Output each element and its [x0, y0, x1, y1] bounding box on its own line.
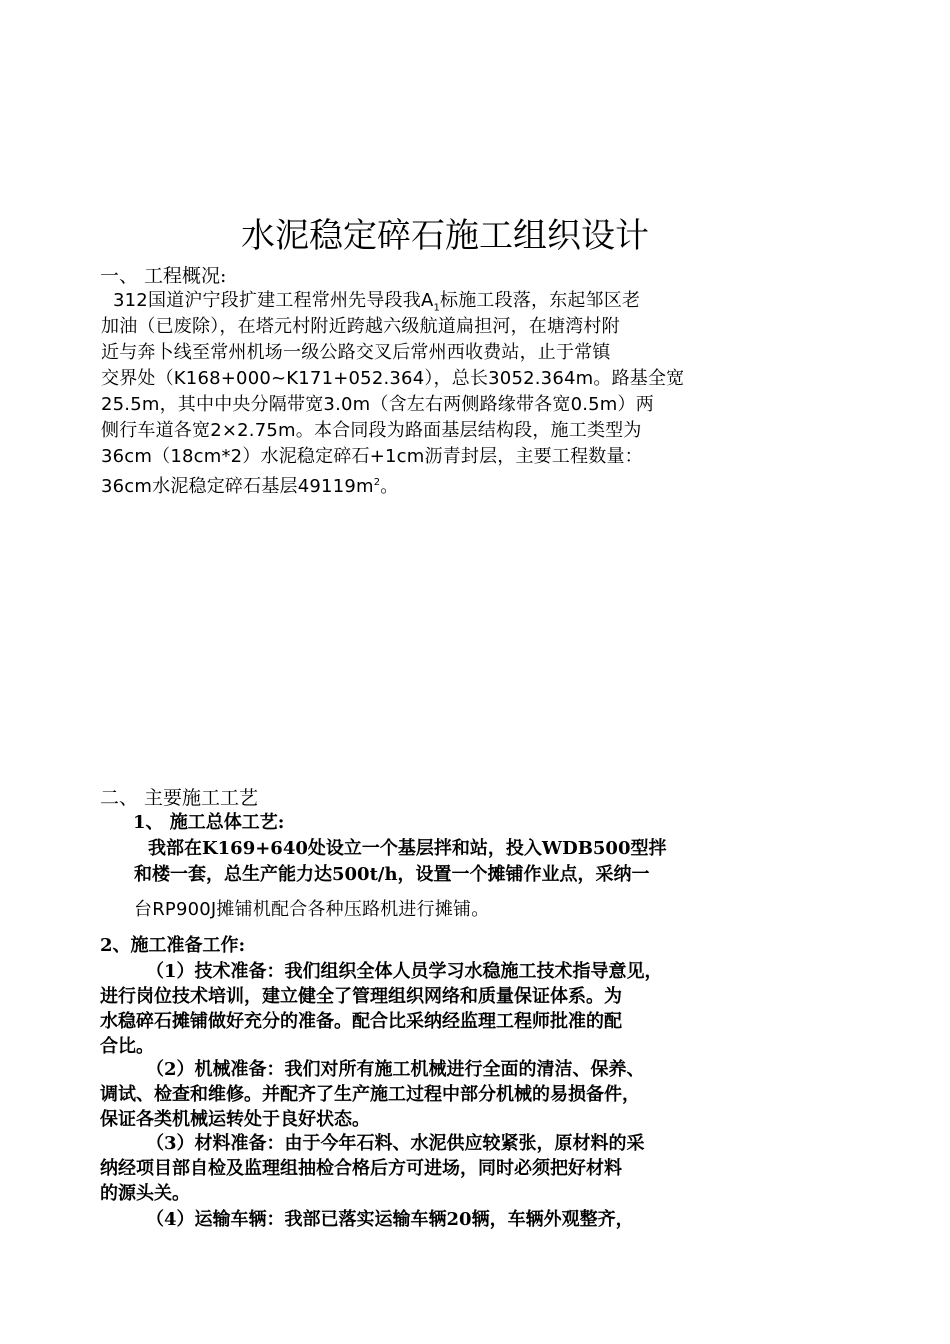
section1-line-6: 侧行车道各宽2×2.75m。本合同段为路面基层结构段，施工类型为: [101, 420, 642, 441]
superscript-2: 2: [373, 477, 381, 488]
sub2-line-8: （3）材料准备：由于今年石料、水泥供应较紧张，原材料的采: [146, 1133, 645, 1154]
sub2-line-5: （2）机械准备：我们对所有施工机械进行全面的清洁、保养、: [146, 1059, 645, 1080]
section1-line-5: 25.5m，其中中央分隔带宽3.0m（含左右两侧路缘带各宽0.5m）两: [101, 394, 654, 415]
sub2-line-6: 调试、检查和维修。并配齐了生产施工过程中部分机械的易损备件，: [100, 1084, 640, 1105]
section1-heading: 一、 工程概况:: [100, 265, 227, 287]
section1-line-3: 近与奔卜线至常州机场一级公路交叉后常州西收费站，止于常镇: [101, 342, 611, 363]
section1-line-2: 加油（已废除），在塔元村附近跨越六级航道扁担河，在塘湾村附: [101, 316, 620, 337]
sub2-line-9: 纳经项目部自检及监理组抽检合格后方可进场，同时必须把好材料: [100, 1158, 622, 1179]
document-title: 水泥稳定碎石施工组织设计: [241, 216, 649, 256]
section2-heading: 二、 主要施工工艺: [100, 787, 259, 809]
sub2-line-11: （4）运输车辆：我部已落实运输车辆20辆，车辆外观整齐，: [146, 1209, 634, 1230]
subscript-1: 1: [433, 302, 441, 314]
sub2-line-3: 水稳碎石摊铺做好充分的准备。配合比采纳经监理工程师批准的配: [100, 1011, 622, 1032]
sub2-line-2: 进行岗位技术培训，建立健全了管理组织网络和质量保证体系。为: [100, 986, 622, 1007]
sub1-line-2: 和楼一套，总生产能力达500t/h，设置一个摊铺作业点，采纳一: [134, 864, 650, 885]
section1-line-4: 交界处（K168+000~K171+052.364），总长3052.364m。路基全宽: [101, 368, 685, 389]
sub1-line-1: 我部在K169+640处设立一个基层拌和站，投入WDB500型拌: [148, 838, 667, 859]
sub2-line-10: 的源头关。: [100, 1183, 190, 1204]
sub2-line-7: 保证各类机械运转处于良好状态。: [100, 1109, 370, 1130]
section1-line-8-end: 。: [380, 476, 399, 497]
section1-line-7: 36cm（18cm*2）水泥稳定碎石+1cm沥青封层，主要工程数量：: [101, 446, 643, 467]
section1-line-1-text: 312国道沪宁段扩建工程常州先导段我A: [113, 290, 434, 311]
section1-line-8: [101, 470, 399, 500]
sub2-line-4: 合比。: [100, 1036, 154, 1057]
section1-line-8-text: 36cm水泥稳定碎石基层49119m: [101, 476, 374, 497]
sub1-heading: 1、 施工总体工艺:: [133, 812, 285, 833]
sub2-line-1: （1）技术准备：我们组织全体人员学习水稳施工技术指导意见，: [146, 961, 663, 982]
sub1-line-3: 台RP900J摊铺机配合各种压路机进行摊铺。: [134, 899, 490, 920]
section1-line-1-rest: 标施工段落，东起邹区老: [440, 290, 641, 311]
sub2-heading: 2、施工准备工作:: [100, 935, 246, 956]
